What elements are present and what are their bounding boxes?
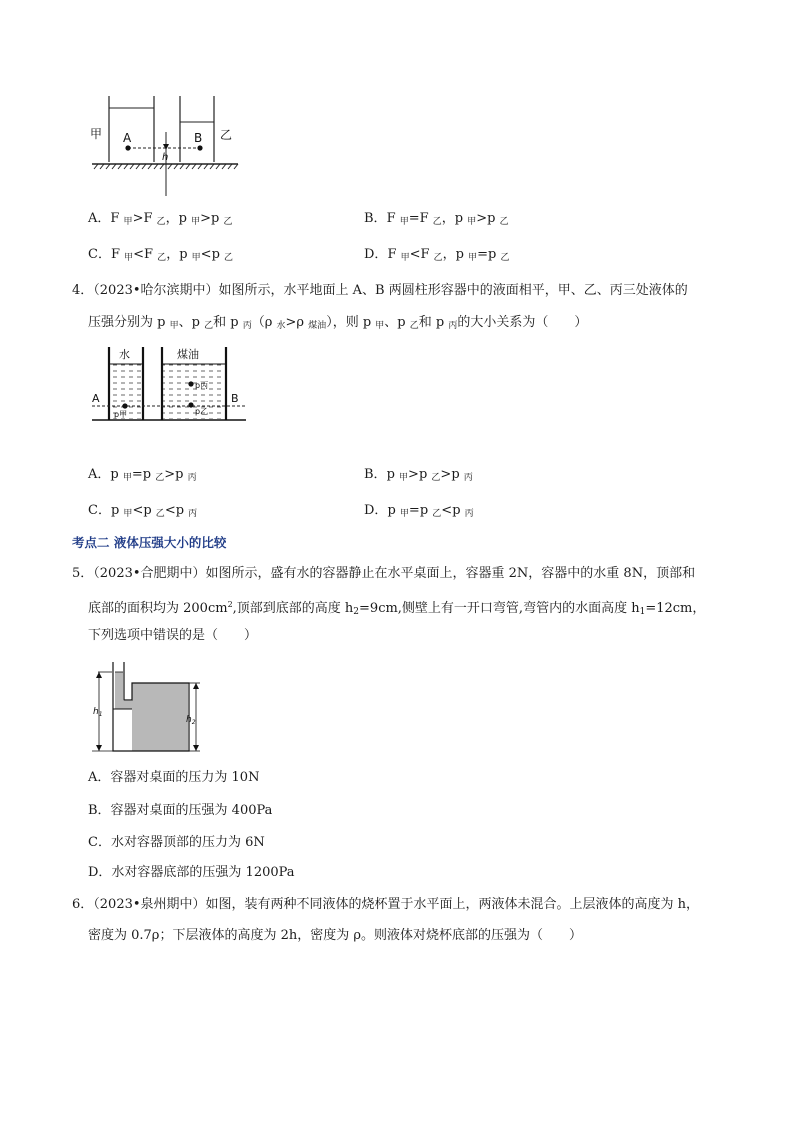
q5-label-h1: $h_1$ (93, 707, 103, 718)
q4-label-kerosene: 煤油 (177, 348, 199, 361)
q5-option-a: A．容器对桌面的压力为 10N (88, 770, 260, 785)
q4-label-p-yi: p乙 (195, 407, 209, 416)
q5-option-c: C．水对容器顶部的压力为 6N (88, 835, 265, 850)
q5-option-b: B．容器对桌面的压强为 400Pa (88, 803, 273, 818)
q5-label-h2: $h_2$ (186, 715, 196, 726)
q4-label-b: B (231, 392, 239, 405)
q4-stem-line2: 压强分别为 p $_甲$、p $_乙$和 p $_丙$（ρ $_水$>ρ $_{煤油}$），则 p $_甲$、p $_乙$和 p $_丙$的大小关系为（ ） (88, 315, 588, 331)
q5-stem-line1: 5．（2023•合肥期中）如图所示，盛有水的容器静止在水平桌面上，容器重 2N，容器中的水重 8N，顶部和 (72, 566, 696, 581)
q3-option-b: B．F $_甲$=F $_乙$，p $_甲$>p $_乙$ (364, 211, 509, 227)
q4-option-d: D．p $_甲$=p $_乙$<p $_丙$ (364, 503, 474, 519)
q4-stem-line1: 4．（2023•哈尔滨期中）如图所示，水平地面上 A、B 两圆柱形容器中的液面相平，甲、乙、丙三处液体的 (72, 283, 688, 298)
section2-title: 考点二 液体压强大小的比较 (72, 535, 227, 550)
q4-option-b: B．p $_甲$>p $_乙$>p $_丙$ (364, 467, 473, 483)
q3-label-b: B (194, 131, 203, 145)
q5-option-d: D．水对容器底部的压强为 1200Pa (88, 865, 295, 880)
q3-label-a: A (123, 131, 132, 145)
q5-stem-line2: 底部的面积均为 $200cm^2$,顶部到底部的高度 $h_2=9cm$,侧壁上有一开口弯管,弯管内的水面高度 $h_1=12cm$， (88, 600, 706, 617)
q4-figure (88, 344, 250, 426)
q4-label-water: 水 (119, 348, 130, 361)
q4-option-a: A．p $_甲$=p $_乙$>p $_丙$ (88, 467, 197, 483)
q4-label-p-bing: p丙 (195, 381, 209, 390)
q3-label-yi: 乙 (220, 128, 233, 142)
q5-figure (88, 660, 206, 756)
q4-label-p-jia: p甲 (114, 410, 128, 419)
q3-option-c: C．F $_甲$<F $_乙$，p $_甲$<p $_乙$ (88, 247, 234, 263)
q3-figure (88, 92, 248, 202)
q3-option-d: D．F $_甲$<F $_乙$，p $_甲$=p $_乙$ (364, 247, 510, 263)
q3-label-h: h (162, 152, 169, 163)
q6-stem-line1: 6．（2023•泉州期中）如图，装有两种不同液体的烧杯置于水平面上，两液体未混合。上层液体的高度为 h， (72, 897, 700, 912)
q4-label-a: A (92, 392, 100, 405)
q3-option-a: A．F $_甲$>F $_乙$，p $_甲$>p $_乙$ (88, 211, 233, 227)
q6-stem-line2: 密度为 0.7ρ；下层液体的高度为 2h，密度为 ρ。则液体对烧杯底部的压强为（ ） (88, 928, 583, 943)
q4-option-c: C．p $_甲$<p $_乙$<p $_丙$ (88, 503, 198, 519)
q5-stem-line3: 下列选项中错误的是（ ） (88, 628, 258, 643)
q3-label-jia: 甲 (90, 127, 103, 141)
